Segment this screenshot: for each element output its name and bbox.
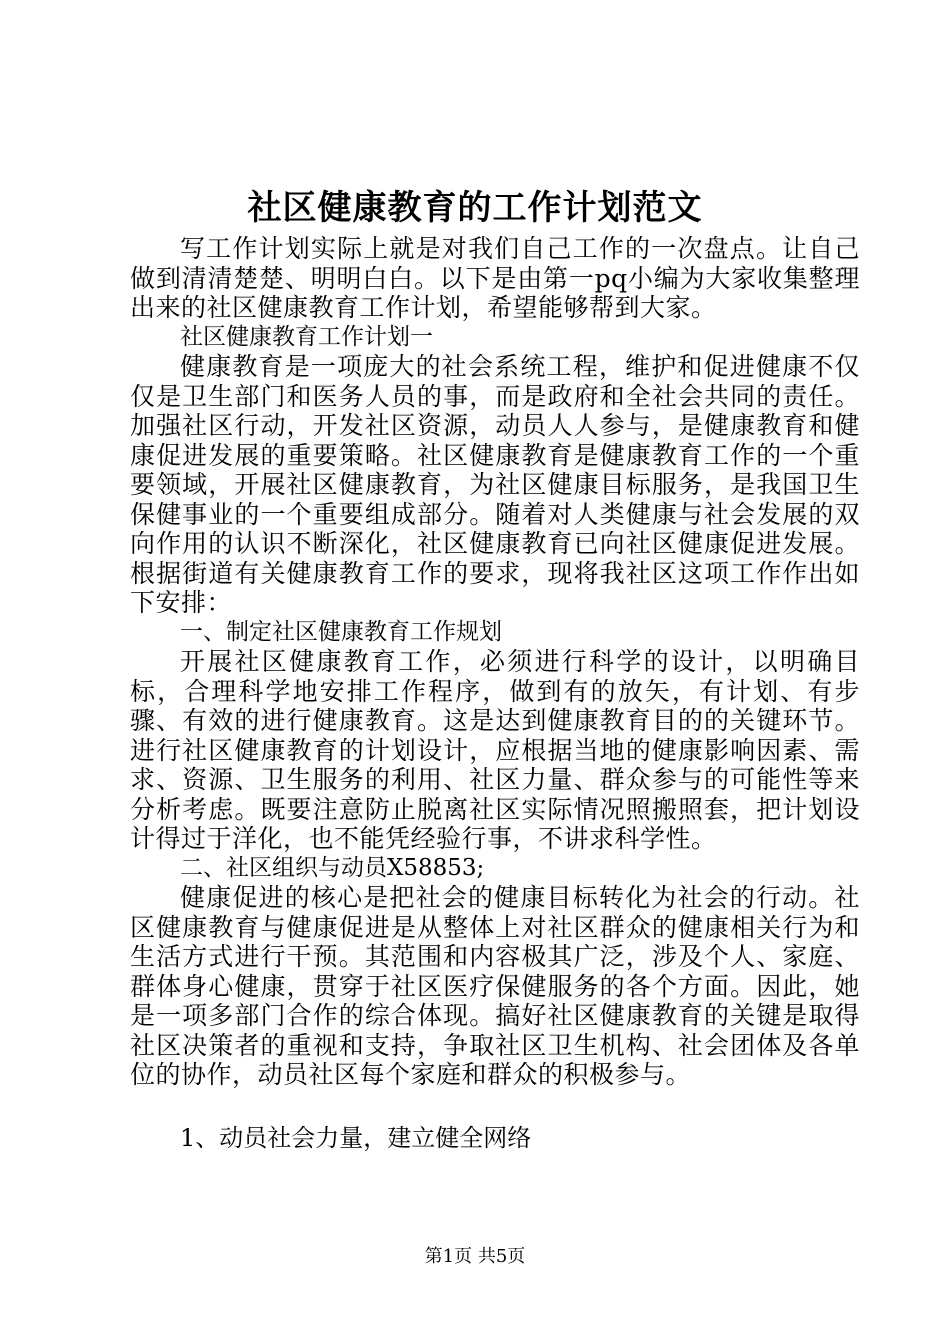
paragraph-3: 健康促进的核心是把社会的健康目标转化为社会的行动。社区健康教育与健康促进是从整体上对社区群众的健康相关行为和生活方式进行干预。其范围和内容极其广泛，涉及个人、家庭、群体身心健康，贯穿于社区医疗保健服务的各个方面。因此，她是一项多部门合作的综合体现。搞好社区健康教育的关键是取得社区决策者的重视和支持，争取社区卫生机构、社会团体及各单位的协作，动员社区每个家庭和群众的积极参与。 [130,883,860,1089]
document-body [130,234,860,1090]
section-1-heading: 一、制定社区健康教育工作规划 [180,618,502,645]
paragraph-1: 健康教育是一项庞大的社会系统工程，维护和促进健康不仅仅是卫生部门和医务人员的事，而是政府和全社会共同的责任。加强社区行动，开发社区资源，动员人人参与，是健康教育和健康促进发展的重要策略。社区健康教育是健康教育工作的一个重要领域，开展社区健康教育，为社区健康目标服务，是我国卫生保健事业的一个重要组成部分。随着对人类健康与社会发展的双向作用的认识不断深化，社区健康教育已向社区健康促进发展。根据街道有关健康教育工作的要求，现将我社区这项工作作出如下安排： [130,352,860,617]
section-2-heading: 二、社区组织与动员X58853; [180,854,485,881]
page-indicator: 第1页 共5页 [424,1246,526,1267]
plan-heading: 社区健康教育工作计划一 [180,323,433,350]
subsection-1-heading: 1、动员社会力量，建立健全网络 [180,1124,532,1152]
intro-paragraph: 写工作计划实际上就是对我们自己工作的一次盘点。让自己做到清清楚楚、明明白白。以下是由第一pq小编为大家收集整理出来的社区健康教育工作计划，希望能够帮到大家。 [130,234,860,322]
document-title: 社区健康教育的工作计划范文 [247,188,703,228]
paragraph-2: 开展社区健康教育工作，必须进行科学的设计，以明确目标，合理科学地安排工作程序，做到有的放矢，有计划、有步骤、有效的进行健康教育。这是达到健康教育目的的关键环节。进行社区健康教育的计划设计，应根据当地的健康影响因素、需求、资源、卫生服务的利用、社区力量、群众参与的可能性等来分析考虑。既要注意防止脱离社区实际情况照搬照套，把计划设计得过于洋化，也不能凭经验行事，不讲求科学性。 [130,647,860,853]
